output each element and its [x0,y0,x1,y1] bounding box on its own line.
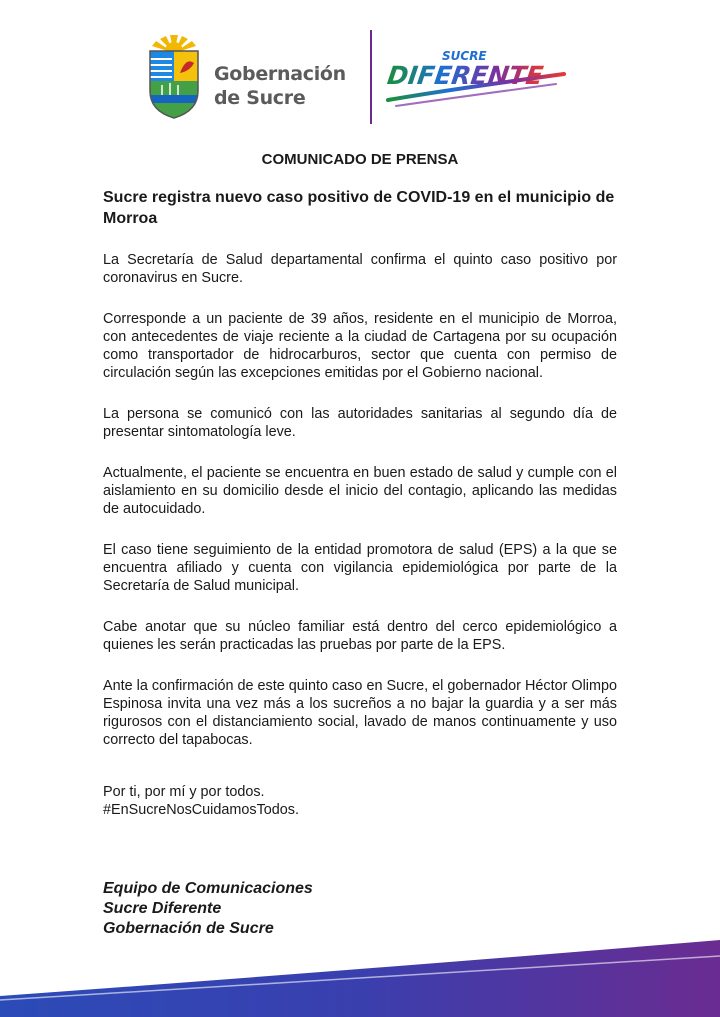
paragraph: El caso tiene seguimiento de la entidad promotora de salud (EPS) a la que se encuentra afiliado y cuenta con vigilancia epidemiológica por parte de la Secretaría de Salud municipal. [103,542,617,594]
closing-line: Por ti, por mí y por todos. [103,784,265,800]
paragraph: La persona se comunicó con las autoridades sanitarias al segundo día de presentar sintomatología leve. [103,406,617,440]
brand-top-text: SUCRE [442,49,487,63]
signature-line: Equipo de Comunicaciones [103,880,313,897]
headline: Sucre registra nuevo caso positivo de COVID-19 en el municipio de Morroa [103,189,615,227]
paragraph: La Secretaría de Salud departamental confirma el quinto caso positivo por coronavirus en Sucre. [103,252,617,286]
hashtag: #EnSucreNosCuidamosTodos. [103,802,299,818]
sucre-diferente-logo [386,44,570,108]
brand-main-text: DIFERENTE [386,61,546,90]
press-release-title: COMUNICADO DE PRENSA [261,151,459,168]
signature-line: Gobernación de Sucre [103,920,274,937]
paragraph: Ante la confirmación de este quinto caso en Sucre, el gobernador Héctor Olimpo Espinosa invita una vez más a los sucreños a no bajar la guardia y a ser más rigurosos con el distanciamiento social, lavado de manos continuamente y uso correcto del tapabocas. [103,678,617,748]
paragraph: Corresponde a un paciente de 39 años, residente en el municipio de Morroa, con antecedentes de viaje reciente a la ciudad de Cartagena por su ocupación como transportador de hidrocarburos, sector que cuenta con permiso de circulación según las excepciones emitidas por el Gobierno nacional. [103,311,617,381]
sucre-crest-logo [146,33,202,119]
paragraph: Actualmente, el paciente se encuentra en buen estado de salud y cumple con el aislamiento en su domicilio desde el inicio del contagio, aplicando las medidas de autocuidado. [103,465,617,517]
signature-line: Sucre Diferente [103,900,222,917]
closing-block [103,783,617,819]
header-divider [370,30,372,124]
press-release-body [103,150,617,939]
gobernacion-wordmark [214,62,346,110]
paragraph: Cabe anotar que su núcleo familiar está dentro del cerco epidemiológico a quienes les serán practicadas las pruebas por parte de la EPS. [103,619,617,653]
gobernacion-line2: de Sucre [214,87,306,109]
gobernacion-line1: Gobernación [214,63,346,85]
footer-swoosh [0,900,720,1017]
letterhead [0,0,720,140]
